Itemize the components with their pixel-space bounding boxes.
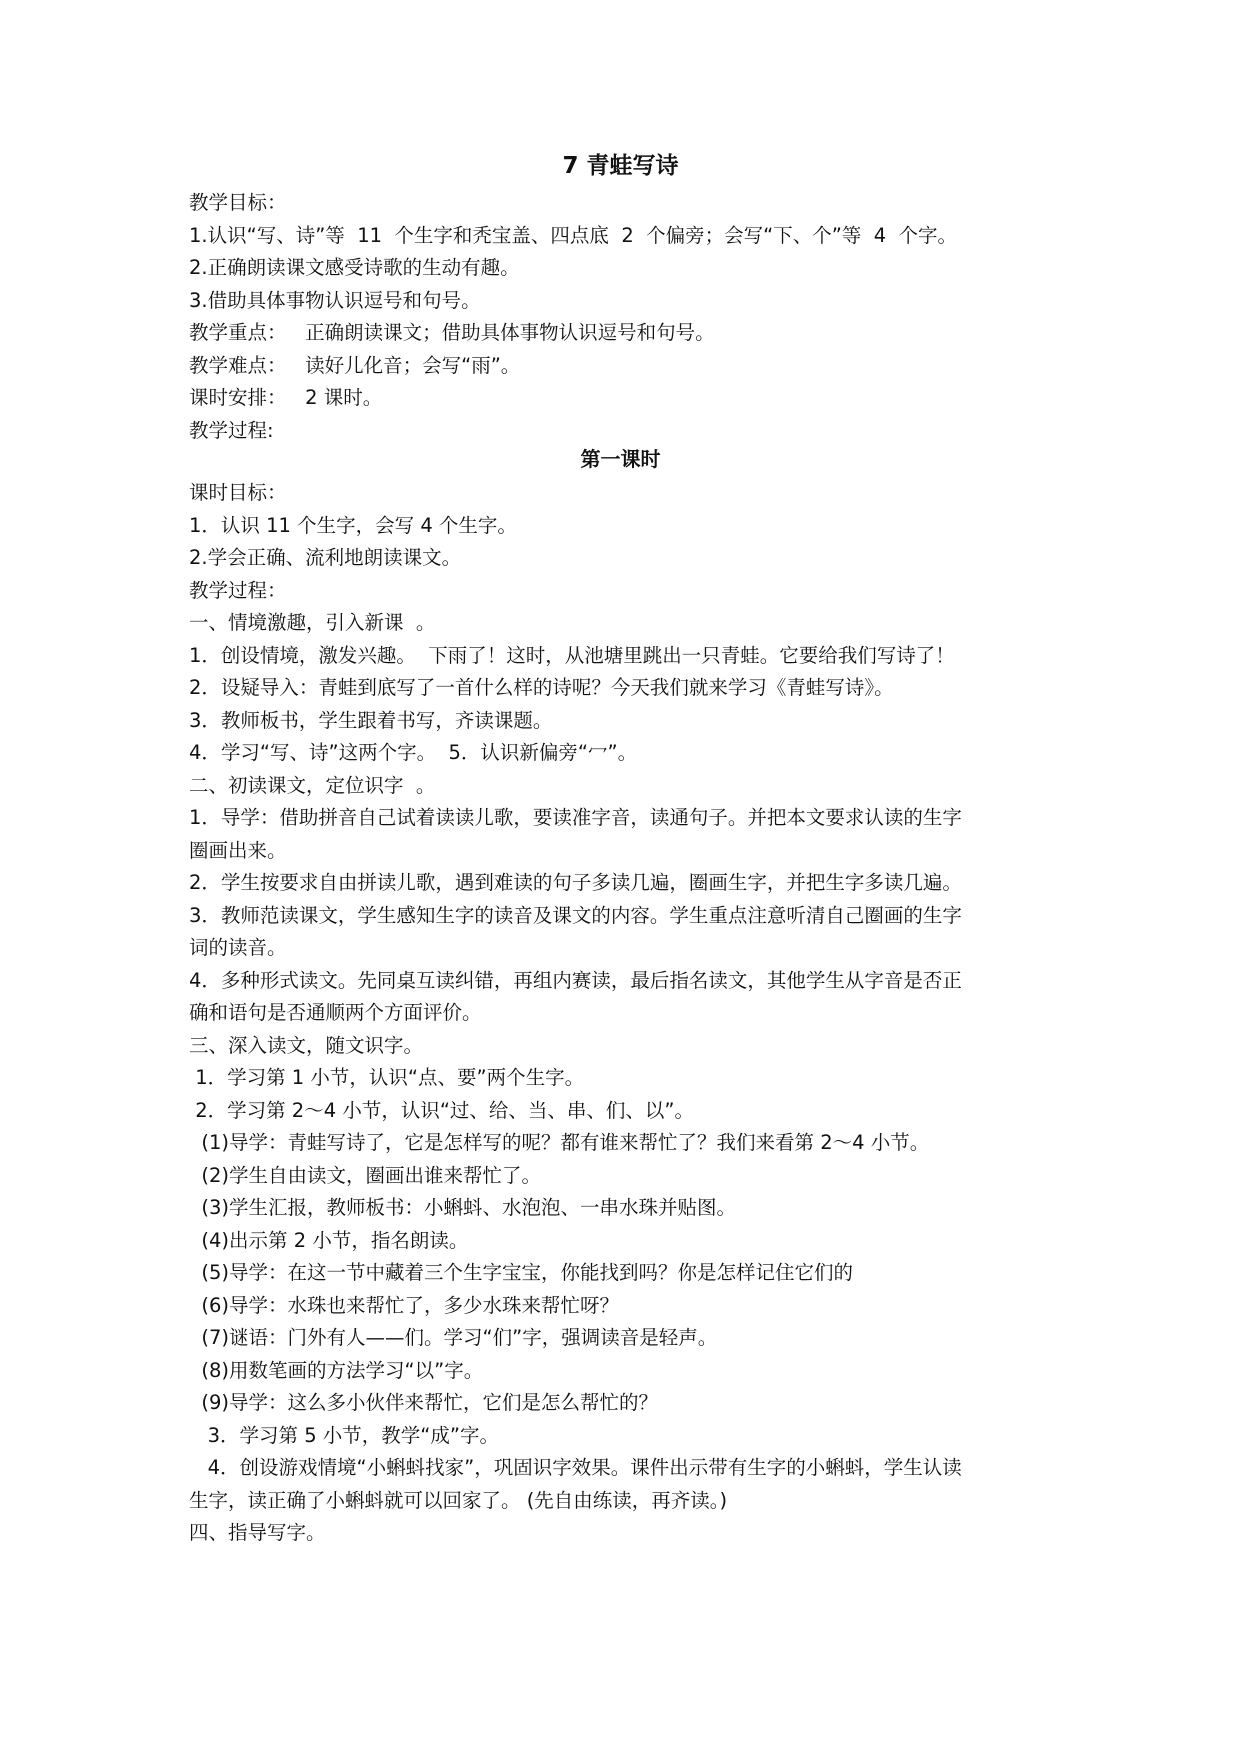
text-line: (5)导学：在这一节中藏着三个生字宝宝，你能找到吗？你是怎样记住它们的 [189, 1261, 854, 1284]
text-line: 生字，读正确了小蝌蚪就可以回家了。 (先自由练读，再齐读。) [189, 1488, 728, 1512]
text-line: 词的读音。 [189, 936, 287, 959]
text-line: (2)学生自由读文，圈画出谁来帮忙了。 [189, 1163, 542, 1187]
text-line: 3．教师范读课文，学生感知生字的读音及课文的内容。学生重点注意听清自己圈画的生字 [189, 903, 962, 927]
text-line: (4)出示第 2 小节，指名朗读。 [189, 1228, 469, 1252]
lesson-heading: 第一课时 [580, 447, 661, 471]
text-line: 三、深入读文，随文识字。 [189, 1033, 424, 1057]
text-line: 2．学习第 2～4 小节，认识“过、给、当、串、们、以”。 [189, 1098, 695, 1122]
text-line: 2.学会正确、流利地朗读课文。 [189, 546, 462, 569]
text-line: 2．学生按要求自由拼读儿歌，遇到难读的句子多读几遍，圈画生字，并把生字多读几遍。 [189, 871, 962, 894]
text-line: (8)用数笔画的方法学习“以”字。 [189, 1358, 484, 1382]
text-line: (7)谜语：门外有人——们。学习“们”字，强调读音是轻声。 [189, 1326, 718, 1349]
text-line: 1.认识“写、诗”等 11 个生字和秃宝盖、四点底 2 个偏旁；会写“下、个”等 4 个字。 [189, 223, 958, 247]
text-line: (1)导学：青蛙写诗了，它是怎样写的呢？都有谁来帮忙了？我们来看第 2～4 小节。 [189, 1131, 930, 1154]
text-line: 1．导学：借助拼音自己试着读读儿歌，要读准字音，读通句子。并把本文要求认读的生字 [189, 806, 962, 829]
text-line: 2.正确朗读课文感受诗歌的生动有趣。 [189, 256, 520, 279]
text-line: 4．创设游戏情境“小蝌蚪找家”，巩固识字效果。课件出示带有生字的小蝌蚪，学生认读 [189, 1456, 962, 1479]
text-line: 3．教师板书，学生跟着书写，齐读课题。 [189, 708, 553, 732]
text-line: 3．学习第 5 小节，教学“成”字。 [189, 1423, 500, 1447]
text-line: 课时目标： [189, 481, 287, 504]
text-line: (9)导学：这么多小伙伴来帮忙，它们是怎么帮忙的？ [189, 1391, 659, 1414]
text-line: 4．学习“写、诗”这两个字。 5．认识新偏旁“冖”。 [189, 741, 638, 764]
text-line: 一、情境激趣，引入新课 。 [189, 611, 436, 634]
text-line: 教学难点： 读好儿化音；会写“雨”。 [189, 353, 521, 377]
text-line: (6)导学：水珠也来帮忙了，多少水珠来帮忙呀？ [189, 1293, 620, 1317]
text-line: 3.借助具体事物认识逗号和句号。 [189, 288, 481, 312]
text-line: 教学目标： [189, 191, 287, 214]
text-line: 圈画出来。 [189, 838, 287, 862]
text-line: 课时安排： 2 课时。 [189, 386, 383, 409]
text-line: 1．创设情境，激发兴趣。 下雨了！这时，从池塘里跳出一只青蛙。它要给我们写诗了！ [189, 643, 955, 667]
text-line: 4．多种形式读文。先同桌互读纠错，再组内赛读，最后指名读文，其他学生从字音是否正 [189, 968, 962, 992]
text-line: 四、指导写字。 [189, 1521, 326, 1544]
text-line: 1．认识 11 个生字，会写 4 个生字。 [189, 513, 517, 537]
text-line: (3)学生汇报，教师板书：小蝌蚪、水泡泡、一串水珠并贴图。 [189, 1196, 737, 1219]
text-line: 二、初读课文，定位识字 。 [189, 773, 436, 797]
lesson-objectives-block [189, 187, 1069, 447]
lesson-process-block [189, 477, 1069, 1550]
document-title: 7 青蛙写诗 [562, 153, 679, 179]
text-line: 确和语句是否通顺两个方面评价。 [189, 1001, 482, 1024]
text-line: 教学过程: [189, 418, 274, 442]
text-line: 教学过程： [189, 578, 287, 602]
text-line: 1．学习第 1 小节，认识“点、要”两个生字。 [189, 1066, 585, 1089]
text-line: 教学重点： 正确朗读课文；借助具体事物认识逗号和句号。 [189, 321, 715, 344]
text-line: 2．设疑导入：青蛙到底写了一首什么样的诗呢？今天我们就来学习《青蛙写诗》。 [189, 676, 894, 699]
